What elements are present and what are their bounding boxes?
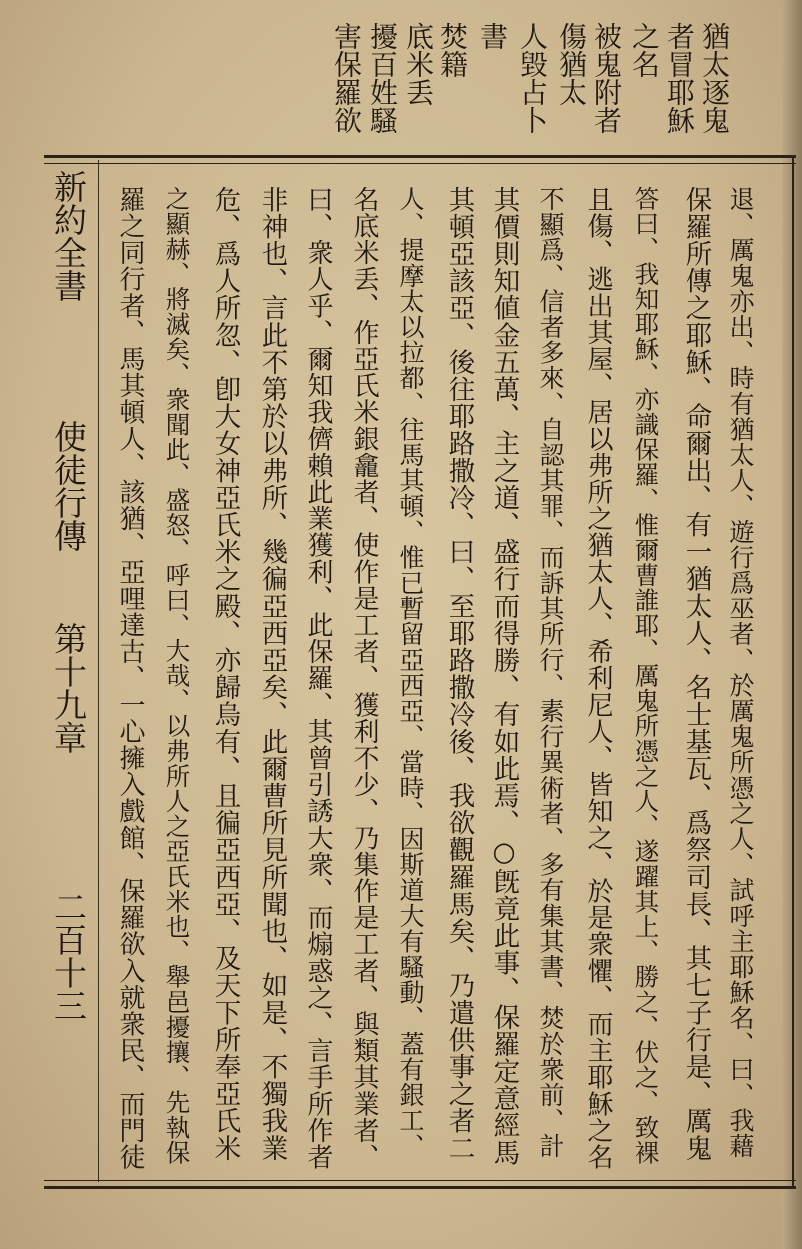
running-head-chapter: 第十九章 — [49, 622, 88, 754]
text-column: 答曰、我知耶穌、亦識保羅、惟爾曹誰耶、厲鬼所憑之人、遂躍其上、勝之、伏之、致裸 — [631, 186, 661, 1165]
marginal-note: 書 — [476, 22, 509, 50]
running-head-book: 使徒行傳 — [49, 420, 88, 552]
marginal-note: 傷猶太 — [555, 22, 588, 106]
marginal-note: 底米丢 — [402, 22, 435, 106]
text-column: 退、厲鬼亦出、時有猶太人、遊行爲巫者、於厲鬼所憑之人、試呼主耶穌名、曰、我藉 — [726, 186, 755, 1159]
marginal-note: 焚籍 — [436, 22, 469, 78]
running-head-title: 新約全書 — [49, 170, 88, 302]
marginal-note: 猶太逐鬼 — [698, 22, 731, 134]
text-column: 曰、衆人乎、爾知我儕賴此業獲利、此保羅、其曾引誘大衆、而煽惑之、言手所作者 — [303, 186, 333, 1171]
top-border-rule — [44, 155, 796, 164]
text-column: 之顯赫、將滅矣、衆聞此、盛怒、呼曰、大哉、以弗所人之亞氏米也、舉邑擾攘、先執保 — [162, 186, 192, 1165]
text-column: 危、爲人所忽、卽大女神亞氏米之殿、亦歸烏有、且徧亞西亞、及天下所奉亞氏米 — [209, 186, 241, 1162]
text-column: 名底米丢、作亞氏米銀龕者、使作是工者、獲利不少、乃集作是工者、與類其業者、 — [349, 186, 379, 1171]
page-number: 二百十三 — [49, 890, 88, 1022]
marginal-note: 人毀占卜 — [516, 22, 549, 134]
text-column: 且傷、逃出其屋、居以弗所之猶太人、希利尼人、皆知之、於是衆懼、而主耶穌之名 — [583, 186, 613, 1171]
right-border-rule — [792, 155, 794, 1187]
text-column: 不顯爲、信者多來、自認其罪、而訴其所行、素行異術者、多有集其書、焚於衆前、計 — [536, 186, 565, 1159]
running-head-separator — [98, 160, 99, 1182]
bottom-border-rule — [44, 1180, 796, 1189]
marginal-note: 之名 — [628, 22, 661, 78]
text-column: 保羅所傳之耶穌、命爾出、有一猶太人、名士基瓦、爲祭司長、其七子行是、厲鬼 — [680, 186, 712, 1162]
text-column: 人、提摩太以拉都、往馬其頓、惟已暫留亞西亞、當時、因斯道大有騷動、蓋有銀工、 — [396, 186, 425, 1159]
marginal-note: 害保羅欲 — [330, 22, 363, 134]
text-column: 羅之同行者、馬其頓人、該猶、亞哩達古、一心擁入戲館、保羅欲入就衆民、而門徒 — [115, 186, 145, 1171]
text-column: 非神也、言此不第於以弗所、幾徧亞西亞矣、此爾曹所見所聞也、如是、不獨我業 — [256, 186, 288, 1162]
marginal-note: 被鬼附者 — [590, 22, 623, 134]
text-column: 其頓亞該亞、後往耶路撒冷、曰、至耶路撒冷後、我欲觀羅馬矣、乃遣供事之者二 — [443, 186, 475, 1162]
marginal-note: 者冒耶穌 — [663, 22, 696, 134]
marginal-note: 擾百姓騷 — [366, 22, 399, 134]
text-column: 其價則知値金五萬、主之道、盛行而得勝、有如此焉、○旣竟此事、保羅定意經馬 — [488, 186, 520, 1167]
